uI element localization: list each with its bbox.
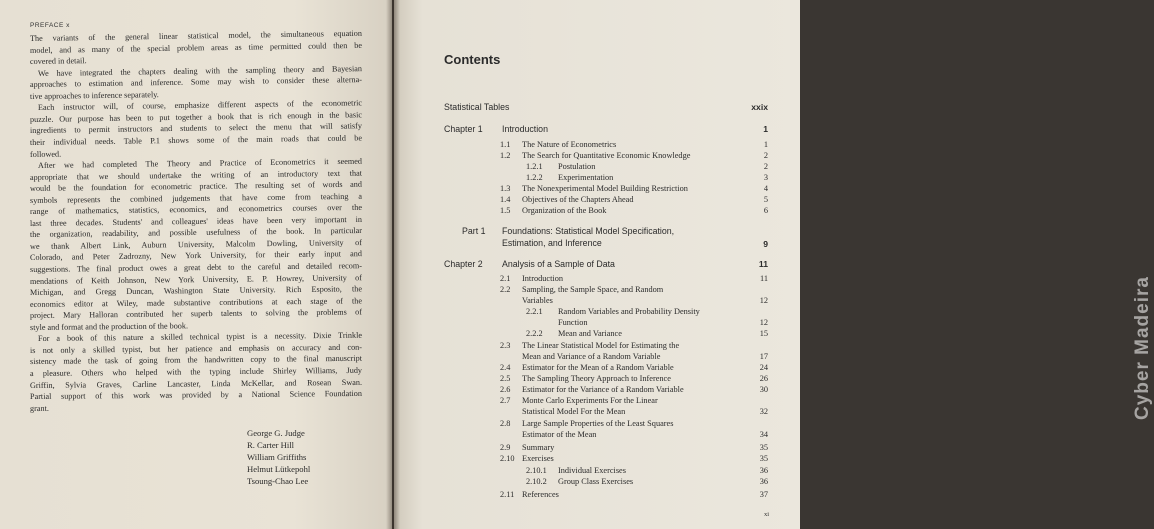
toc-section-number: 2.10 — [500, 454, 515, 463]
preface-line: last three decades. Students' and colleagues' ideas have been very important in — [29, 214, 363, 228]
signature-line: George G. Judge — [247, 428, 305, 438]
toc-section-page: 2 — [763, 162, 768, 171]
toc-section-number: 1.5 — [500, 206, 511, 215]
toc-section-page: 36 — [759, 477, 768, 486]
toc-section-title: Mean and Variance — [558, 329, 622, 338]
toc-section-title: Organization of the Book — [522, 206, 607, 215]
toc-section-title-cont: Estimator of the Mean — [522, 430, 597, 439]
toc-chapter1-title: Introduction — [502, 124, 548, 134]
preface-line: is not only a skilled typist, but her patience and emphasis on accuracy and con- — [29, 342, 363, 355]
toc-section-title: Large Sample Properties of the Least Squares — [522, 419, 674, 428]
toc-section-title: Sampling, the Sample Space, and Random — [522, 285, 664, 294]
preface-line: would be the foundation for econometric practice. The resulting set of words and — [29, 179, 363, 194]
preface-line: Griffin, Sylvia Graves, Carline Lancaster, Linda McKellar, and Rosean Swan. — [29, 377, 363, 390]
toc-section-number: 1.2.2 — [526, 173, 543, 182]
toc-section-title: Introduction — [522, 274, 564, 283]
toc-statistical-tables-label: Statistical Tables — [444, 102, 510, 112]
toc-section-page: 24 — [759, 363, 768, 372]
toc-section-title-cont: Function — [558, 318, 588, 327]
toc-part1-label: Part 1 — [462, 226, 486, 236]
signature-line: Helmut Lütkepohl — [247, 464, 311, 474]
toc-section-number: 2.9 — [500, 443, 511, 452]
preface-line: Colorado, and Peter Zadrozny, New York University, for their early input and — [29, 249, 363, 263]
preface-line: Partial support of this work was provided by a National Science Foundation — [29, 388, 363, 402]
toc-section-page: 4 — [763, 184, 768, 193]
preface-line: We have integrated the chapters dealing with the sampling theory and Bayesian — [37, 63, 363, 78]
toc-section-page: 15 — [759, 329, 768, 338]
toc-section-number: 2.2.1 — [526, 307, 543, 316]
toc-part1-title-cont: Estimation, and Inference — [502, 238, 602, 248]
preface-line: range of mathematics, statistics, economics, and econometrics courses over the — [29, 203, 363, 217]
toc-section-number: 2.11 — [500, 490, 515, 499]
preface-line: followed. — [29, 149, 62, 159]
book-gutter — [386, 0, 400, 529]
signature-line: Tsoung-Chao Lee — [247, 476, 309, 486]
toc-section-page: 5 — [763, 195, 768, 204]
toc-chapter1-page: 1 — [763, 124, 768, 134]
toc-section-number: 1.4 — [500, 195, 511, 204]
preface-line: we thank Albert Link, Auburn University, Malcolm Dowling, University of — [29, 237, 363, 251]
left-page-preface — [0, 0, 392, 529]
preface-line: economics editor at Wiley, made substantive contributions at each stage of the — [29, 296, 363, 309]
signature-line: William Griffiths — [247, 452, 307, 462]
toc-chapter1-label: Chapter 1 — [444, 124, 483, 134]
toc-section-title: The Nonexperimental Model Building Restriction — [522, 184, 688, 193]
toc-section-number: 2.8 — [500, 419, 511, 428]
toc-section-number: 2.10.1 — [526, 466, 547, 475]
running-head: PREFACE x — [30, 22, 70, 29]
preface-line: The variants of the general linear statistical model, the simultaneous equation — [29, 28, 363, 43]
toc-section-title-cont: Statistical Model For the Mean — [522, 407, 626, 416]
toc-statistical-tables-page: xxix — [751, 102, 768, 112]
toc-section-number: 1.1 — [500, 140, 511, 149]
preface-line: mendations of Keith Johnson, New York University, E. P. Howrey, University of — [29, 272, 363, 286]
toc-part1-page: 9 — [763, 239, 768, 249]
preface-line: a pleasure. Others who helped with the typing include Shirley Williams, Judy — [29, 365, 363, 378]
toc-section-number: 2.7 — [500, 396, 511, 405]
toc-section-title: References — [522, 490, 559, 499]
preface-line: symbols represents the combined judgements that have come from teaching a — [29, 191, 363, 205]
toc-section-title-cont: Variables — [522, 296, 553, 305]
toc-section-number: 1.3 — [500, 184, 511, 193]
toc-section-number: 2.1 — [500, 274, 511, 283]
toc-section-page: 26 — [759, 374, 768, 383]
toc-section-page: 3 — [763, 173, 768, 182]
toc-section-number: 2.2 — [500, 285, 511, 294]
toc-section-title: The Nature of Econometrics — [522, 140, 617, 149]
preface-line: approaches to estimation and inference. Some may wish to consider these alterna- — [29, 75, 363, 90]
toc-section-page: 35 — [759, 443, 768, 452]
signature-line: R. Carter Hill — [247, 440, 295, 450]
toc-section-title: Estimator for the Variance of a Random Variable — [522, 385, 684, 394]
watermark-text: Cyber Madeira — [1132, 276, 1153, 420]
toc-section-number: 2.10.2 — [526, 477, 547, 486]
toc-section-title: The Search for Quantitative Economic Knowledge — [522, 151, 691, 160]
toc-section-title: Experimentation — [558, 173, 614, 182]
preface-line: project. Mary Halloran contributed her superb talents to solving the problems of — [29, 307, 363, 321]
toc-chapter2-label: Chapter 2 — [444, 259, 483, 269]
preface-line: Each instructor will, of course, emphasize different aspects of the econometric — [37, 98, 363, 113]
toc-section-number: 2.5 — [500, 374, 511, 383]
preface-line: ingredients to permit instructors and students to select the menu that will satisfy — [29, 121, 363, 136]
toc-section-page: 36 — [759, 466, 768, 475]
toc-section-number: 2.2.2 — [526, 329, 543, 338]
preface-line: covered in detail. — [29, 56, 87, 67]
toc-section-title: Postulation — [558, 162, 596, 171]
preface-line: tive approaches to inference separately. — [29, 89, 159, 101]
toc-section-title: Summary — [522, 443, 555, 452]
preface-line: After we had completed The Theory and Practice of Econometrics it seemed — [37, 156, 363, 171]
preface-line: style and format and the production of the book. — [29, 321, 189, 332]
preface-line: For a book of this nature a skilled technical typist is a necessity. Dixie Trinkle — [37, 330, 363, 344]
toc-section-title: Monte Carlo Experiments For the Linear — [522, 396, 658, 405]
toc-section-page: 17 — [759, 352, 768, 361]
toc-part1-title: Foundations: Statistical Model Specification, — [502, 226, 675, 236]
toc-section-number: 1.2 — [500, 151, 511, 160]
preface-line: appropriate that we should undertake the writing of an introductory text that — [29, 168, 363, 182]
toc-section-title: Objectives of the Chapters Ahead — [522, 195, 634, 204]
toc-section-page: 30 — [759, 385, 768, 394]
toc-section-number: 2.3 — [500, 341, 511, 350]
toc-section-page: 11 — [760, 274, 768, 283]
toc-section-title: Group Class Exercises — [558, 477, 634, 486]
toc-section-page: 32 — [759, 407, 768, 416]
preface-line: model, and as many of the special problem areas as time permitted could then be — [29, 40, 363, 55]
preface-line: the organization, readability, and possible usefulness of the book. In particular — [29, 226, 363, 240]
toc-section-number: 2.4 — [500, 363, 511, 372]
toc-section-page: 6 — [763, 206, 768, 215]
right-page-contents — [394, 0, 1153, 529]
toc-section-page: 35 — [759, 454, 768, 463]
toc-section-title: The Sampling Theory Approach to Inference — [522, 374, 671, 383]
toc-section-page: 12 — [759, 318, 768, 327]
toc-chapter2-page: 11 — [758, 259, 768, 269]
toc-section-title: The Linear Statistical Model for Estimating the — [522, 341, 680, 350]
toc-section-number: 2.6 — [500, 385, 511, 394]
toc-section-page: 37 — [759, 490, 768, 499]
preface-line: puzzle. Our purpose has been to put together a book that is rich enough in the basic — [29, 110, 363, 124]
toc-section-title: Estimator for the Mean of a Random Variable — [522, 363, 674, 372]
toc-section-page: 12 — [759, 296, 768, 305]
toc-section-page: 1 — [763, 140, 768, 149]
preface-line: sistency made the task of going from the handwritten copy to the final manuscript — [29, 354, 363, 367]
preface-line: grant. — [29, 403, 49, 413]
preface-line: suggestions. The final product owes a great debt to the careful and detailed recom- — [29, 261, 363, 274]
contents-heading: Contents — [444, 52, 501, 67]
toc-section-title-cont: Mean and Variance of a Random Variable — [522, 352, 661, 361]
toc-section-title: Individual Exercises — [558, 466, 626, 475]
preface-line: their individual needs. Table P.1 shows some of the main roads that could be — [29, 133, 363, 147]
toc-section-number: 1.2.1 — [526, 162, 543, 171]
preface-line: Michigan, and Gregg Duncan, Washington State University. Rich Esposito, the — [29, 284, 363, 298]
toc-section-title: Random Variables and Probability Density — [558, 307, 700, 316]
toc-chapter2-title: Analysis of a Sample of Data — [502, 259, 615, 269]
toc-section-page: 2 — [763, 151, 768, 160]
page-folio: xi — [764, 511, 770, 518]
toc-section-title: Exercises — [522, 454, 554, 463]
toc-section-page: 34 — [759, 430, 768, 439]
